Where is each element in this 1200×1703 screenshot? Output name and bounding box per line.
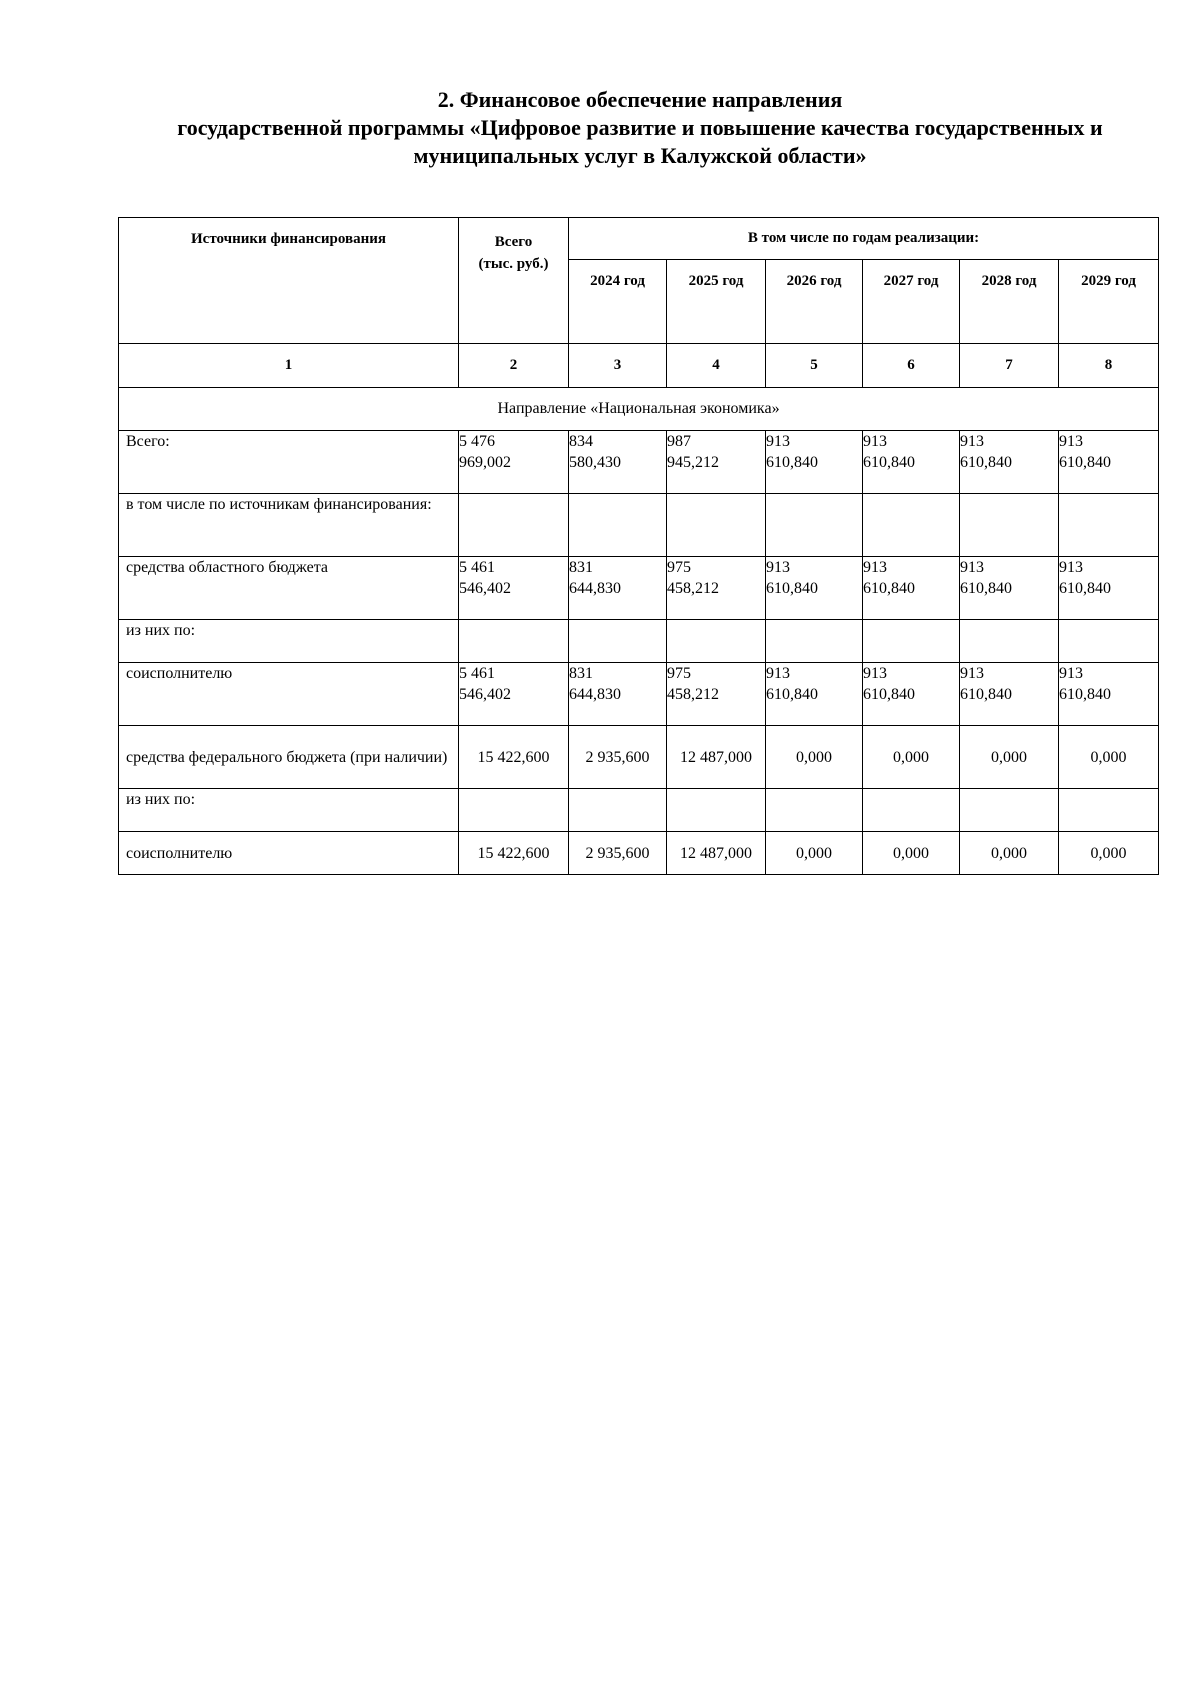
table-cell: 831 644,830 [569,557,667,620]
table-cell [459,620,569,663]
table-cell: 2 935,600 [569,726,667,789]
column-number: 3 [569,344,667,388]
table-cell [863,494,960,557]
table-cell: 913 610,840 [863,663,960,726]
header-total-line-1: Всего [494,234,533,250]
column-number: 5 [766,344,863,388]
row-label: в том числе по источникам финансирования: [119,494,459,557]
table-row [119,832,1159,875]
table-cell: 913 610,840 [766,663,863,726]
table-cell: 0,000 [960,726,1059,789]
table-cell [667,620,766,663]
table-cell: 0,000 [863,726,960,789]
table-cell [1059,620,1159,663]
table-cell [1059,789,1159,832]
table-cell: 0,000 [766,832,863,875]
title-line-2: государственной программы «Цифровое развитие и повышение качества государственных и [177,115,1103,140]
column-number: 8 [1059,344,1159,388]
table-cell: 12 487,000 [667,726,766,789]
row-label: соисполнителю [119,663,459,726]
column-number: 6 [863,344,960,388]
column-number: 7 [960,344,1059,388]
table-cell: 913 610,840 [766,431,863,494]
table-row [119,620,1159,663]
row-label: из них по: [119,789,459,832]
section-title: Направление «Национальная экономика» [119,388,1159,431]
table-cell: 913 610,840 [863,557,960,620]
table-row [119,726,1159,789]
table-cell: 831 644,830 [569,663,667,726]
table-row [119,431,1159,494]
table-cell: 12 487,000 [667,832,766,875]
header-year-2029: 2029 год [1059,260,1159,344]
table-cell [1059,494,1159,557]
column-number-row [119,344,1159,388]
row-label: соисполнителю [119,832,459,875]
header-year-2027: 2027 год [863,260,960,344]
financing-table [118,217,1159,875]
table-cell: 913 610,840 [863,431,960,494]
table-row [119,557,1159,620]
table-cell: 913 610,840 [960,663,1059,726]
document-title [100,86,1180,170]
table-cell: 5 461 546,402 [459,663,569,726]
table-cell: 0,000 [960,832,1059,875]
row-label: из них по: [119,620,459,663]
table-cell: 913 610,840 [766,557,863,620]
table-cell: 0,000 [863,832,960,875]
header-year-2025: 2025 год [667,260,766,344]
table-cell [960,494,1059,557]
header-total [459,218,569,344]
table-cell: 5 476 969,002 [459,431,569,494]
table-cell [569,494,667,557]
table-cell: 15 422,600 [459,726,569,789]
table-cell [459,494,569,557]
title-line-3: муниципальных услуг в Калужской области» [413,143,867,168]
section-row [119,388,1159,431]
table-cell [960,789,1059,832]
header-year-2028: 2028 год [960,260,1059,344]
table-cell: 15 422,600 [459,832,569,875]
column-number: 4 [667,344,766,388]
header-sources: Источники финансирования [119,218,459,344]
table-cell [766,789,863,832]
column-number: 1 [119,344,459,388]
table-cell: 834 580,430 [569,431,667,494]
header-total-line-2: (тыс. руб.) [478,256,549,272]
table-cell: 975 458,212 [667,557,766,620]
header-year-2026: 2026 год [766,260,863,344]
table-cell [569,620,667,663]
header-year-2024: 2024 год [569,260,667,344]
table-cell: 0,000 [1059,832,1159,875]
table-cell: 2 935,600 [569,832,667,875]
table-cell [667,494,766,557]
title-line-1: 2. Финансовое обеспечение направления [437,87,843,112]
table-row [119,663,1159,726]
table-cell [863,789,960,832]
table-cell [766,620,863,663]
table-cell: 975 458,212 [667,663,766,726]
table-row [119,789,1159,832]
table-cell [766,494,863,557]
table-cell: 913 610,840 [1059,663,1159,726]
row-label: средства федерального бюджета (при наличии) [119,726,459,789]
table-row [119,494,1159,557]
table-cell [459,789,569,832]
table-cell [960,620,1059,663]
table-cell [569,789,667,832]
column-number: 2 [459,344,569,388]
table-cell [667,789,766,832]
table-cell: 0,000 [766,726,863,789]
table-cell: 0,000 [1059,726,1159,789]
table-cell: 913 610,840 [960,431,1059,494]
table-cell: 987 945,212 [667,431,766,494]
row-label: средства областного бюджета [119,557,459,620]
table-cell: 913 610,840 [1059,557,1159,620]
table-cell [863,620,960,663]
table-cell: 913 610,840 [960,557,1059,620]
header-by-years: В том числе по годам реализации: [569,218,1159,260]
table-cell: 5 461 546,402 [459,557,569,620]
row-label: Всего: [119,431,459,494]
table-cell: 913 610,840 [1059,431,1159,494]
